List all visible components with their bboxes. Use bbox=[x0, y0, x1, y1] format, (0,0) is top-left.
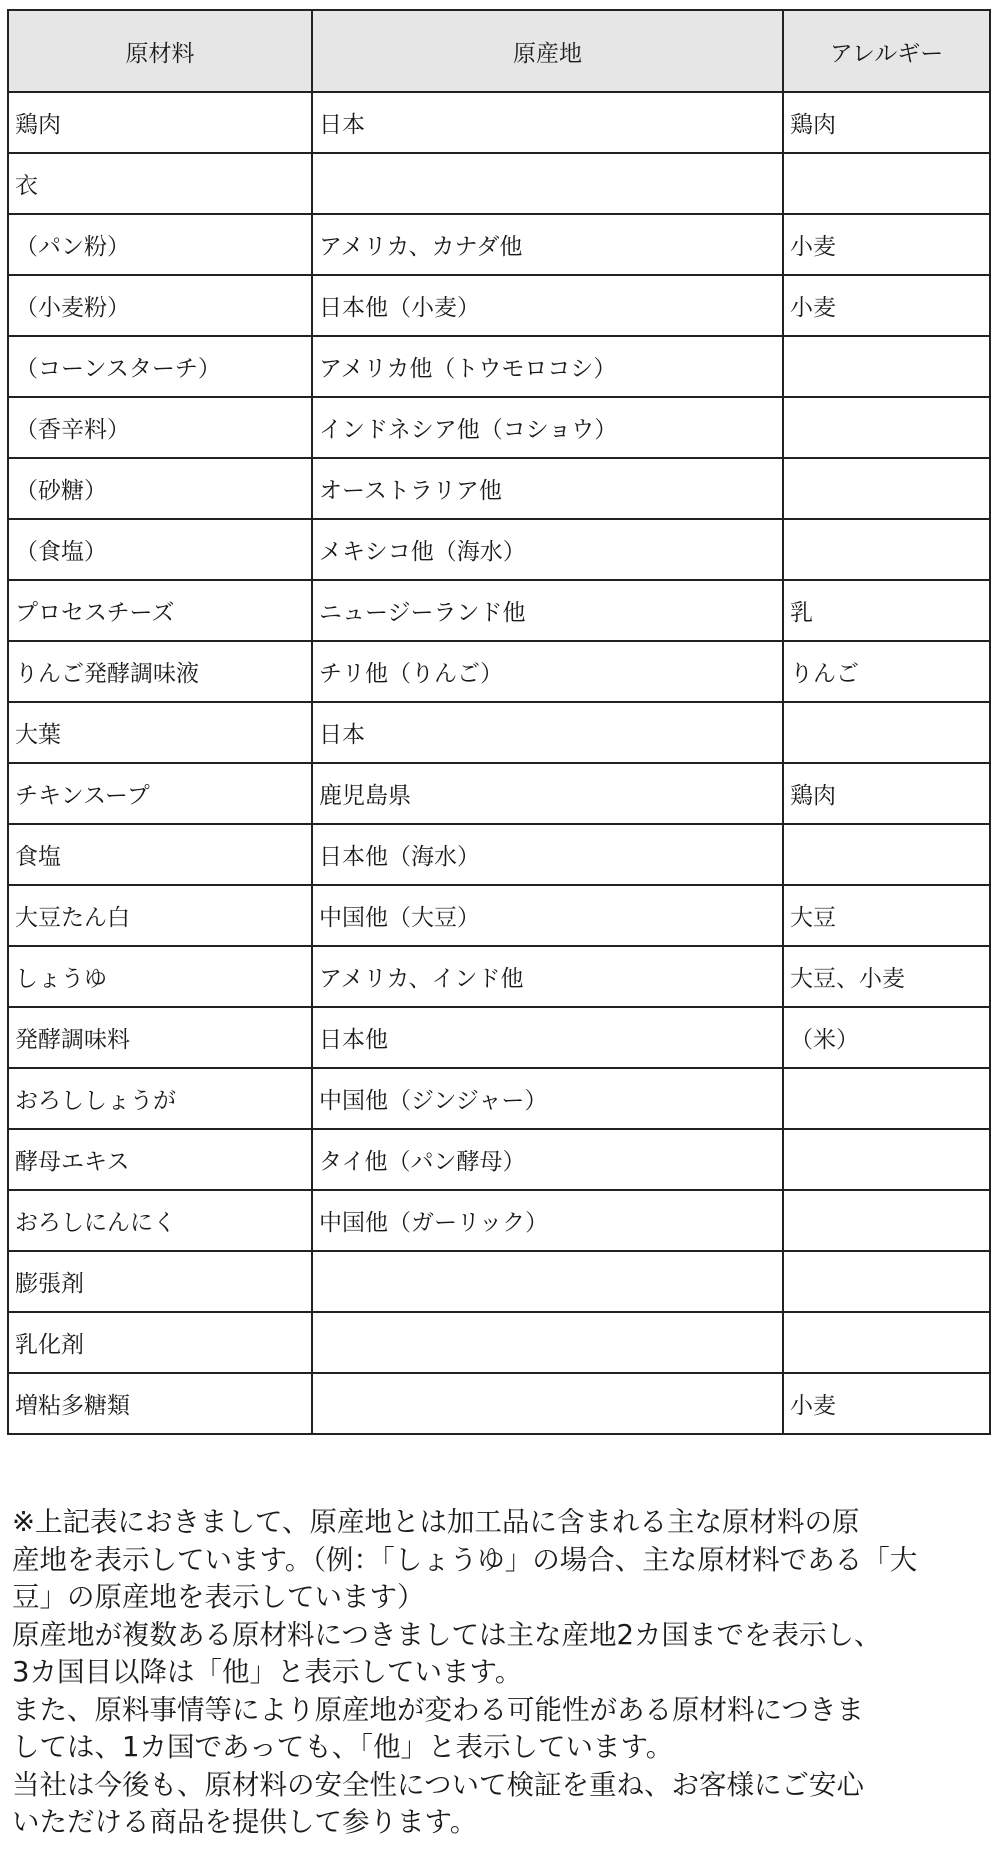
footnote-line: 3カ国目以降は「他」と表示しています。 bbox=[12, 1656, 523, 1688]
allergy-cell: 乳 bbox=[783, 580, 990, 641]
origin-cell: 日本 bbox=[312, 702, 783, 763]
ingredient-cell: 膨張剤 bbox=[8, 1251, 312, 1312]
ingredient-cell: 大豆たん白 bbox=[8, 885, 312, 946]
allergy-cell bbox=[783, 397, 990, 458]
allergy-cell: 小麦 bbox=[783, 275, 990, 336]
header-allergy: アレルギー bbox=[783, 10, 990, 92]
allergy-cell bbox=[783, 458, 990, 519]
allergy-cell bbox=[783, 336, 990, 397]
allergy-cell bbox=[783, 153, 990, 214]
footnote-line: 豆」の原産地を表示しています） bbox=[12, 1581, 425, 1613]
origin-cell: オーストラリア他 bbox=[312, 458, 783, 519]
allergy-cell bbox=[783, 1068, 990, 1129]
ingredient-cell: 酵母エキス bbox=[8, 1129, 312, 1190]
table-row bbox=[8, 946, 990, 1007]
ingredient-cell: しょうゆ bbox=[8, 946, 312, 1007]
ingredient-cell: 鶏肉 bbox=[8, 92, 312, 153]
allergy-cell bbox=[783, 519, 990, 580]
origin-cell: ニュージーランド他 bbox=[312, 580, 783, 641]
ingredient-cell: （小麦粉） bbox=[8, 275, 312, 336]
table-row bbox=[8, 1007, 990, 1068]
allergy-cell: 大豆 bbox=[783, 885, 990, 946]
table-row bbox=[8, 336, 990, 397]
allergy-cell bbox=[783, 1190, 990, 1251]
table-row bbox=[8, 519, 990, 580]
ingredient-cell: 発酵調味料 bbox=[8, 1007, 312, 1068]
table-row bbox=[8, 824, 990, 885]
ingredient-cell: 衣 bbox=[8, 153, 312, 214]
origin-cell: 日本他（小麦） bbox=[312, 275, 783, 336]
footnote-line: また、原料事情等により原産地が変わる可能性がある原材料につきま bbox=[12, 1693, 864, 1726]
ingredient-cell: （香辛料） bbox=[8, 397, 312, 458]
ingredient-cell: 大葉 bbox=[8, 702, 312, 763]
table-row bbox=[8, 1312, 990, 1373]
origin-cell: アメリカ、インド他 bbox=[312, 946, 783, 1007]
origin-cell bbox=[312, 1312, 783, 1373]
allergy-cell bbox=[783, 1312, 990, 1373]
allergy-cell: （米） bbox=[783, 1007, 990, 1068]
table-row bbox=[8, 1373, 990, 1434]
ingredient-cell: りんご発酵調味液 bbox=[8, 641, 312, 702]
origin-cell bbox=[312, 1373, 783, 1434]
ingredient-cell: おろしにんにく bbox=[8, 1190, 312, 1251]
allergy-cell bbox=[783, 824, 990, 885]
footnote-line: しては、1カ国であっても、「他」と表示しています。 bbox=[12, 1731, 674, 1763]
footnote-line: ※上記表におきまして、原産地とは加工品に含まれる主な原材料の原 bbox=[12, 1506, 860, 1538]
ingredient-cell: プロセスチーズ bbox=[8, 580, 312, 641]
table-row bbox=[8, 1068, 990, 1129]
footnote-line: いただける商品を提供して参ります。 bbox=[12, 1806, 478, 1838]
table-row bbox=[8, 275, 990, 336]
ingredient-cell: （パン粉） bbox=[8, 214, 312, 275]
table-row bbox=[8, 458, 990, 519]
footnote-line: 原産地が複数ある原材料につきましては主な産地2カ国までを表示し、 bbox=[12, 1618, 882, 1651]
origin-cell: タイ他（パン酵母） bbox=[312, 1129, 783, 1190]
allergy-cell: 鶏肉 bbox=[783, 763, 990, 824]
footnote-line: 産地を表示しています。（例：「しょうゆ」の場合、主な原材料である「大 bbox=[12, 1543, 918, 1576]
origin-cell bbox=[312, 153, 783, 214]
origin-cell: 中国他（大豆） bbox=[312, 885, 783, 946]
header-origin: 原産地 bbox=[312, 10, 783, 92]
footnote-line: 当社は今後も、原材料の安全性について検証を重ね、お客様にご安心 bbox=[12, 1768, 864, 1801]
table-row bbox=[8, 580, 990, 641]
ingredient-cell: おろししょうが bbox=[8, 1068, 312, 1129]
table-row bbox=[8, 1129, 990, 1190]
origin-cell: メキシコ他（海水） bbox=[312, 519, 783, 580]
origin-cell: 日本 bbox=[312, 92, 783, 153]
table-row bbox=[8, 1190, 990, 1251]
origin-cell: 日本他（海水） bbox=[312, 824, 783, 885]
ingredient-cell: 乳化剤 bbox=[8, 1312, 312, 1373]
allergy-cell bbox=[783, 1129, 990, 1190]
header-ingredient: 原材料 bbox=[8, 10, 312, 92]
table-row bbox=[8, 1251, 990, 1312]
ingredient-cell: 増粘多糖類 bbox=[8, 1373, 312, 1434]
allergy-cell: 小麦 bbox=[783, 1373, 990, 1434]
ingredient-cell: （食塩） bbox=[8, 519, 312, 580]
allergy-cell bbox=[783, 702, 990, 763]
ingredient-cell: （コーンスターチ） bbox=[8, 336, 312, 397]
table-row bbox=[8, 702, 990, 763]
origin-cell bbox=[312, 1251, 783, 1312]
table-row bbox=[8, 397, 990, 458]
table-row bbox=[8, 763, 990, 824]
ingredient-cell: チキンスープ bbox=[8, 763, 312, 824]
table-row bbox=[8, 641, 990, 702]
allergy-cell: 大豆、小麦 bbox=[783, 946, 990, 1007]
table-row bbox=[8, 214, 990, 275]
allergy-cell bbox=[783, 1251, 990, 1312]
origin-cell: 中国他（ジンジャー） bbox=[312, 1068, 783, 1129]
origin-cell: 中国他（ガーリック） bbox=[312, 1190, 783, 1251]
origin-cell: アメリカ他（トウモロコシ） bbox=[312, 336, 783, 397]
ingredient-cell: 食塩 bbox=[8, 824, 312, 885]
allergy-cell: 小麦 bbox=[783, 214, 990, 275]
origin-cell: 鹿児島県 bbox=[312, 763, 783, 824]
origin-cell: アメリカ、カナダ他 bbox=[312, 214, 783, 275]
allergy-cell: 鶏肉 bbox=[783, 92, 990, 153]
origin-cell: チリ他（りんご） bbox=[312, 641, 783, 702]
allergy-cell: りんご bbox=[783, 641, 990, 702]
table-row bbox=[8, 92, 990, 153]
ingredient-cell: （砂糖） bbox=[8, 458, 312, 519]
table-row bbox=[8, 885, 990, 946]
footnote bbox=[12, 1504, 992, 1842]
table-header-row bbox=[8, 10, 990, 92]
origin-cell: 日本他 bbox=[312, 1007, 783, 1068]
table-row bbox=[8, 153, 990, 214]
origin-cell: インドネシア他（コショウ） bbox=[312, 397, 783, 458]
ingredient-origin-table bbox=[7, 9, 991, 1435]
